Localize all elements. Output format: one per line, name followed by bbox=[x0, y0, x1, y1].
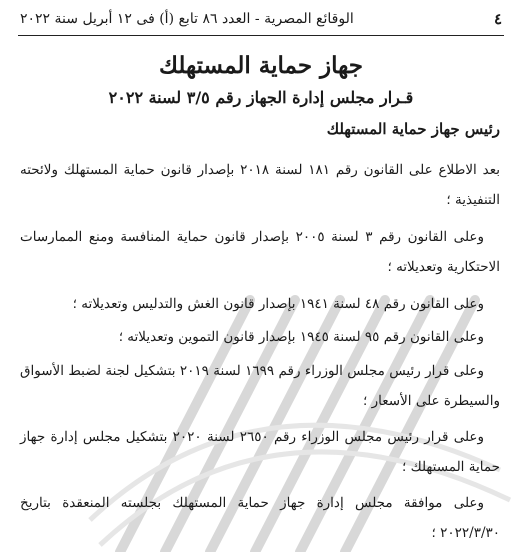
paragraph-text: وعلى القانون رقم ٩٥ لسنة ١٩٤٥ بإصدار قانون التموين وتعديلاته ؛ bbox=[118, 329, 484, 345]
preamble-paragraph bbox=[20, 222, 500, 282]
preamble-paragraph bbox=[20, 155, 500, 215]
paragraph-text: وعلى موافقة مجلس إدارة جهاز حماية المستهلك بجلسته المنعقدة بتاريخ ٢٠٢٢/٣/٣٠ ؛ bbox=[20, 495, 500, 541]
paragraph-text: وعلى القانون رقم ٣ لسنة ٢٠٠٥ بإصدار قانون حماية المنافسة ومنع الممارسات الاحتكارية وتعديلاته ؛ bbox=[20, 229, 500, 275]
agency-title: جهاز حماية المستهلك bbox=[159, 52, 363, 79]
preamble-paragraph bbox=[20, 289, 500, 319]
preamble-paragraph bbox=[20, 422, 500, 482]
header-divider bbox=[18, 35, 504, 36]
page-number: ٤ bbox=[493, 10, 502, 28]
paragraph-text: وعلى قرار رئيس مجلس الوزراء رقم ١٦٩٩ لسنة ٢٠١٩ بتشكيل لجنة لضبط الأسواق والسيطرة على الأسعار ؛ bbox=[20, 363, 500, 409]
paragraph-text: بعد الاطلاع على القانون رقم ١٨١ لسنة ٢٠١٨ بإصدار قانون حماية المستهلك ولائحته التنفيذية ؛ bbox=[20, 162, 500, 208]
paragraph-text: وعلى القانون رقم ٤٨ لسنة ١٩٤١ بإصدار قانون الغش والتدليس وتعديلاته ؛ bbox=[72, 296, 484, 312]
running-title: الوقائع المصرية - العدد ٨٦ تابع (أ) فى ١٢ أبريل سنة ٢٠٢٢ bbox=[20, 11, 354, 27]
preamble-paragraph bbox=[20, 322, 500, 352]
issuer-title: رئيس جهاز حماية المستهلك bbox=[326, 120, 500, 138]
page-header bbox=[20, 6, 502, 32]
paragraph-text: وعلى قرار رئيس مجلس الوزراء رقم ٢٦٥٠ لسنة ٢٠٢٠ بتشكيل مجلس إدارة جهاز حماية المستهلك ؛ bbox=[20, 429, 500, 475]
preamble-paragraph bbox=[20, 488, 500, 548]
decree-title: قـرار مجلس إدارة الجهاز رقم ٣/٥ لسنة ٢٠٢٢ bbox=[108, 88, 414, 107]
preamble-paragraph bbox=[20, 356, 500, 416]
